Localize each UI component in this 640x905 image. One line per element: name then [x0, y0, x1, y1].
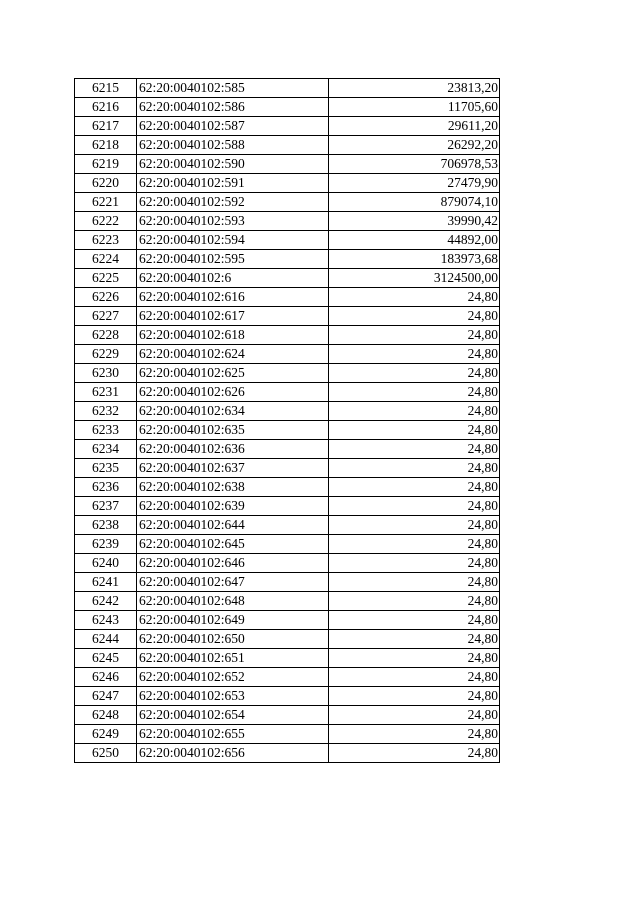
- cadastral-number-cell: 62:20:0040102:654: [137, 706, 329, 725]
- cadastral-number-cell: 62:20:0040102:636: [137, 440, 329, 459]
- row-number-cell: 6239: [75, 535, 137, 554]
- table-row: [75, 288, 500, 307]
- table-row: [75, 402, 500, 421]
- row-number-cell: 6218: [75, 136, 137, 155]
- row-number-cell: 6244: [75, 630, 137, 649]
- cadastral-number-cell: 62:20:0040102:585: [137, 79, 329, 98]
- table-row: [75, 459, 500, 478]
- cadastral-number-cell: 62:20:0040102:593: [137, 212, 329, 231]
- table-row: [75, 326, 500, 345]
- value-cell: 26292,20: [329, 136, 500, 155]
- table-row: [75, 193, 500, 212]
- row-number-cell: 6229: [75, 345, 137, 364]
- cadastral-number-cell: 62:20:0040102:618: [137, 326, 329, 345]
- table-row: [75, 231, 500, 250]
- row-number-cell: 6247: [75, 687, 137, 706]
- value-cell: 24,80: [329, 364, 500, 383]
- cadastral-number-cell: 62:20:0040102:656: [137, 744, 329, 763]
- table-row: [75, 250, 500, 269]
- table-row: [75, 136, 500, 155]
- value-cell: 24,80: [329, 459, 500, 478]
- table-row: [75, 573, 500, 592]
- cadastral-number-cell: 62:20:0040102:587: [137, 117, 329, 136]
- table-row: [75, 611, 500, 630]
- row-number-cell: 6249: [75, 725, 137, 744]
- row-number-cell: 6250: [75, 744, 137, 763]
- value-cell: 24,80: [329, 288, 500, 307]
- cadastral-number-cell: 62:20:0040102:647: [137, 573, 329, 592]
- value-cell: 24,80: [329, 535, 500, 554]
- cadastral-number-cell: 62:20:0040102:625: [137, 364, 329, 383]
- row-number-cell: 6225: [75, 269, 137, 288]
- cadastral-number-cell: 62:20:0040102:655: [137, 725, 329, 744]
- value-cell: 24,80: [329, 516, 500, 535]
- cadastral-number-cell: 62:20:0040102:651: [137, 649, 329, 668]
- value-cell: 24,80: [329, 307, 500, 326]
- row-number-cell: 6219: [75, 155, 137, 174]
- cadastral-number-cell: 62:20:0040102:650: [137, 630, 329, 649]
- table-body: [75, 79, 500, 763]
- cadastral-number-cell: 62:20:0040102:649: [137, 611, 329, 630]
- cadastral-number-cell: 62:20:0040102:637: [137, 459, 329, 478]
- cadastral-number-cell: 62:20:0040102:595: [137, 250, 329, 269]
- value-cell: 24,80: [329, 402, 500, 421]
- cadastral-number-cell: 62:20:0040102:592: [137, 193, 329, 212]
- value-cell: 24,80: [329, 687, 500, 706]
- cadastral-number-cell: 62:20:0040102:634: [137, 402, 329, 421]
- table-row: [75, 421, 500, 440]
- cadastral-number-cell: 62:20:0040102:588: [137, 136, 329, 155]
- row-number-cell: 6228: [75, 326, 137, 345]
- table-row: [75, 440, 500, 459]
- table-row: [75, 516, 500, 535]
- value-cell: 24,80: [329, 345, 500, 364]
- cadastral-number-cell: 62:20:0040102:652: [137, 668, 329, 687]
- value-cell: 24,80: [329, 668, 500, 687]
- row-number-cell: 6236: [75, 478, 137, 497]
- value-cell: 29611,20: [329, 117, 500, 136]
- value-cell: 27479,90: [329, 174, 500, 193]
- table-row: [75, 535, 500, 554]
- row-number-cell: 6217: [75, 117, 137, 136]
- cadastral-number-cell: 62:20:0040102:591: [137, 174, 329, 193]
- row-number-cell: 6248: [75, 706, 137, 725]
- table-row: [75, 117, 500, 136]
- row-number-cell: 6245: [75, 649, 137, 668]
- table-row: [75, 383, 500, 402]
- cadastral-number-cell: 62:20:0040102:645: [137, 535, 329, 554]
- value-cell: 24,80: [329, 744, 500, 763]
- row-number-cell: 6222: [75, 212, 137, 231]
- table-row: [75, 554, 500, 573]
- table-row: [75, 706, 500, 725]
- table-row: [75, 592, 500, 611]
- value-cell: 24,80: [329, 421, 500, 440]
- value-cell: 183973,68: [329, 250, 500, 269]
- value-cell: 24,80: [329, 497, 500, 516]
- cadastral-number-cell: 62:20:0040102:590: [137, 155, 329, 174]
- row-number-cell: 6242: [75, 592, 137, 611]
- table-row: [75, 649, 500, 668]
- table-row: [75, 307, 500, 326]
- cadastral-number-cell: 62:20:0040102:639: [137, 497, 329, 516]
- row-number-cell: 6246: [75, 668, 137, 687]
- row-number-cell: 6241: [75, 573, 137, 592]
- cadastral-number-cell: 62:20:0040102:586: [137, 98, 329, 117]
- row-number-cell: 6235: [75, 459, 137, 478]
- value-cell: 24,80: [329, 326, 500, 345]
- value-cell: 24,80: [329, 440, 500, 459]
- value-cell: 24,80: [329, 649, 500, 668]
- value-cell: 11705,60: [329, 98, 500, 117]
- row-number-cell: 6238: [75, 516, 137, 535]
- row-number-cell: 6231: [75, 383, 137, 402]
- cadastral-number-cell: 62:20:0040102:626: [137, 383, 329, 402]
- row-number-cell: 6221: [75, 193, 137, 212]
- row-number-cell: 6223: [75, 231, 137, 250]
- table-row: [75, 212, 500, 231]
- value-cell: 706978,53: [329, 155, 500, 174]
- row-number-cell: 6216: [75, 98, 137, 117]
- cadastral-number-cell: 62:20:0040102:653: [137, 687, 329, 706]
- value-cell: 44892,00: [329, 231, 500, 250]
- value-cell: 23813,20: [329, 79, 500, 98]
- row-number-cell: 6227: [75, 307, 137, 326]
- table-row: [75, 364, 500, 383]
- value-cell: 879074,10: [329, 193, 500, 212]
- cadastral-number-cell: 62:20:0040102:6: [137, 269, 329, 288]
- table-row: [75, 630, 500, 649]
- row-number-cell: 6243: [75, 611, 137, 630]
- value-cell: 24,80: [329, 725, 500, 744]
- table-row: [75, 269, 500, 288]
- value-cell: 24,80: [329, 478, 500, 497]
- cadastral-number-cell: 62:20:0040102:648: [137, 592, 329, 611]
- value-cell: 24,80: [329, 592, 500, 611]
- value-cell: 24,80: [329, 573, 500, 592]
- row-number-cell: 6220: [75, 174, 137, 193]
- table-row: [75, 497, 500, 516]
- row-number-cell: 6233: [75, 421, 137, 440]
- table-row: [75, 687, 500, 706]
- value-cell: 39990,42: [329, 212, 500, 231]
- value-cell: 24,80: [329, 611, 500, 630]
- cadastral-number-cell: 62:20:0040102:635: [137, 421, 329, 440]
- row-number-cell: 6237: [75, 497, 137, 516]
- table-row: [75, 668, 500, 687]
- cadastral-value-table: [74, 78, 500, 763]
- table-row: [75, 98, 500, 117]
- value-cell: 24,80: [329, 706, 500, 725]
- table-row: [75, 478, 500, 497]
- cadastral-number-cell: 62:20:0040102:616: [137, 288, 329, 307]
- table-row: [75, 79, 500, 98]
- row-number-cell: 6234: [75, 440, 137, 459]
- row-number-cell: 6215: [75, 79, 137, 98]
- table-row: [75, 744, 500, 763]
- cadastral-number-cell: 62:20:0040102:644: [137, 516, 329, 535]
- row-number-cell: 6224: [75, 250, 137, 269]
- value-cell: 24,80: [329, 554, 500, 573]
- row-number-cell: 6230: [75, 364, 137, 383]
- value-cell: 24,80: [329, 630, 500, 649]
- table-row: [75, 155, 500, 174]
- cadastral-number-cell: 62:20:0040102:638: [137, 478, 329, 497]
- cadastral-number-cell: 62:20:0040102:646: [137, 554, 329, 573]
- value-cell: 24,80: [329, 383, 500, 402]
- value-cell: 3124500,00: [329, 269, 500, 288]
- cadastral-number-cell: 62:20:0040102:594: [137, 231, 329, 250]
- table-row: [75, 174, 500, 193]
- cadastral-number-cell: 62:20:0040102:624: [137, 345, 329, 364]
- row-number-cell: 6226: [75, 288, 137, 307]
- row-number-cell: 6232: [75, 402, 137, 421]
- cadastral-number-cell: 62:20:0040102:617: [137, 307, 329, 326]
- row-number-cell: 6240: [75, 554, 137, 573]
- table-row: [75, 725, 500, 744]
- table-row: [75, 345, 500, 364]
